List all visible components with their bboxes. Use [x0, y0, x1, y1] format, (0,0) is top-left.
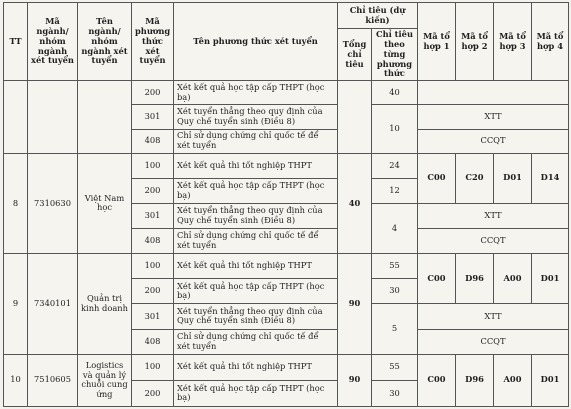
cell-combo-1: C00 — [418, 354, 456, 406]
cell-method-code: 200 — [132, 178, 174, 203]
cell-combo-4: D01 — [532, 354, 569, 406]
header-ten-phuong-thuc: Tên phương thức xét tuyển — [174, 3, 338, 81]
cell-method-name: Xét tuyển thẳng theo quy định của Quy chế tuyển sinh (Điều 8) — [174, 105, 338, 129]
header-to-hop-1: Mã tổ hợp 1 — [418, 3, 456, 81]
cell-program-code: 7340101 — [28, 254, 78, 355]
cell-quota: 24 — [372, 153, 418, 178]
cell-program-code: 7510605 — [28, 354, 78, 406]
cell-code-prev — [28, 81, 78, 153]
cell-ccqt: CCQT — [418, 129, 569, 153]
cell-ccqt: CCQT — [418, 229, 569, 254]
cell-combo-1: C00 — [418, 254, 456, 304]
cell-method-name: Xét kết quả học tập cấp THPT (học bạ) — [174, 279, 338, 304]
cell-method-code: 200 — [132, 81, 174, 105]
cell-quota: 10 — [372, 105, 418, 153]
cell-ccqt: CCQT — [418, 329, 569, 354]
cell-tt: 9 — [4, 254, 28, 355]
cell-method-code: 301 — [132, 105, 174, 129]
cell-quota: 12 — [372, 178, 418, 203]
cell-combo-3: A00 — [494, 254, 532, 304]
cell-tt-prev — [4, 81, 28, 153]
cell-method-name: Xét kết quả thi tốt nghiệp THPT — [174, 153, 338, 178]
cell-method-name: Xét tuyển thẳng theo quy định của Quy chế tuyển sinh (Điều 8) — [174, 304, 338, 329]
cell-tt: 10 — [4, 354, 28, 406]
cell-program-name: Việt Nam học — [78, 153, 132, 254]
cell-total: 90 — [338, 354, 372, 406]
header-ma-nganh: Mã ngành/ nhóm ngành xét tuyển — [28, 3, 78, 81]
cell-method-name: Xét kết quả học tập cấp THPT (học bạ) — [174, 380, 338, 406]
cell-quota: 55 — [372, 354, 418, 380]
cell-method-code: 100 — [132, 254, 174, 279]
cell-tt: 8 — [4, 153, 28, 254]
cell-method-code: 301 — [132, 203, 174, 228]
cell-combos-prev — [418, 81, 569, 105]
header-tt: TT — [4, 3, 28, 81]
cell-quota: 55 — [372, 254, 418, 279]
cell-combo-3: D01 — [494, 153, 532, 203]
header-ten-nganh: Tên ngành/ nhóm ngành xét tuyển — [78, 3, 132, 81]
cell-xtt: XTT — [418, 203, 569, 228]
cell-total: 40 — [338, 153, 372, 254]
cell-quota: 30 — [372, 380, 418, 406]
header-chi-tieu-tung-pt: Chỉ tiêu theo từng phương thức — [372, 29, 418, 81]
cell-combo-4: D14 — [532, 153, 569, 203]
header-chi-tieu: Chỉ tiêu (dự kiến) — [338, 3, 418, 29]
cell-method-code: 200 — [132, 279, 174, 304]
cell-method-code: 100 — [132, 354, 174, 380]
header-ma-phuong-thuc: Mã phương thức xét tuyển — [132, 3, 174, 81]
cell-quota: 4 — [372, 203, 418, 253]
cell-method-name: Chỉ sử dụng chứng chỉ quốc tế để xét tuyển — [174, 229, 338, 254]
header-to-hop-2: Mã tổ hợp 2 — [456, 3, 494, 81]
cell-quota: 40 — [372, 81, 418, 105]
cell-combo-4: D01 — [532, 254, 569, 304]
cell-total: 90 — [338, 254, 372, 355]
cell-name-prev — [78, 81, 132, 153]
cell-combo-1: C00 — [418, 153, 456, 203]
cell-method-name: Chỉ sử dụng chứng chỉ quốc tế để xét tuyển — [174, 129, 338, 153]
cell-method-code: 408 — [132, 229, 174, 254]
cell-method-name: Xét kết quả thi tốt nghiệp THPT — [174, 354, 338, 380]
header-tong-chi-tieu: Tổng chỉ tiêu — [338, 29, 372, 81]
cell-combo-2: D96 — [456, 254, 494, 304]
cell-combo-2: C20 — [456, 153, 494, 203]
cell-program-name: Logistics và quản lý chuỗi cung ứng — [78, 354, 132, 406]
cell-combo-2: D96 — [456, 354, 494, 406]
cell-program-code: 7310630 — [28, 153, 78, 254]
cell-combo-3: A00 — [494, 354, 532, 406]
cell-quota: 30 — [372, 279, 418, 304]
cell-method-name: Chỉ sử dụng chứng chỉ quốc tế để xét tuyển — [174, 329, 338, 354]
cell-xtt: XTT — [418, 105, 569, 129]
admission-table — [3, 2, 569, 407]
cell-method-code: 408 — [132, 329, 174, 354]
header-to-hop-4: Mã tổ hợp 4 — [532, 3, 569, 81]
cell-method-name: Xét kết quả học tập cấp THPT (học bạ) — [174, 81, 338, 105]
cell-method-name: Xét kết quả học tập cấp THPT (học bạ) — [174, 178, 338, 203]
header-to-hop-3: Mã tổ hợp 3 — [494, 3, 532, 81]
cell-total-prev — [338, 81, 372, 153]
cell-method-code: 408 — [132, 129, 174, 153]
cell-method-code: 301 — [132, 304, 174, 329]
cell-method-code: 100 — [132, 153, 174, 178]
cell-method-name: Xét tuyển thẳng theo quy định của Quy chế tuyển sinh (Điều 8) — [174, 203, 338, 228]
cell-quota: 5 — [372, 304, 418, 354]
cell-xtt: XTT — [418, 304, 569, 329]
cell-program-name: Quản trị kinh doanh — [78, 254, 132, 355]
cell-method-code: 200 — [132, 380, 174, 406]
cell-method-name: Xét kết quả thi tốt nghiệp THPT — [174, 254, 338, 279]
